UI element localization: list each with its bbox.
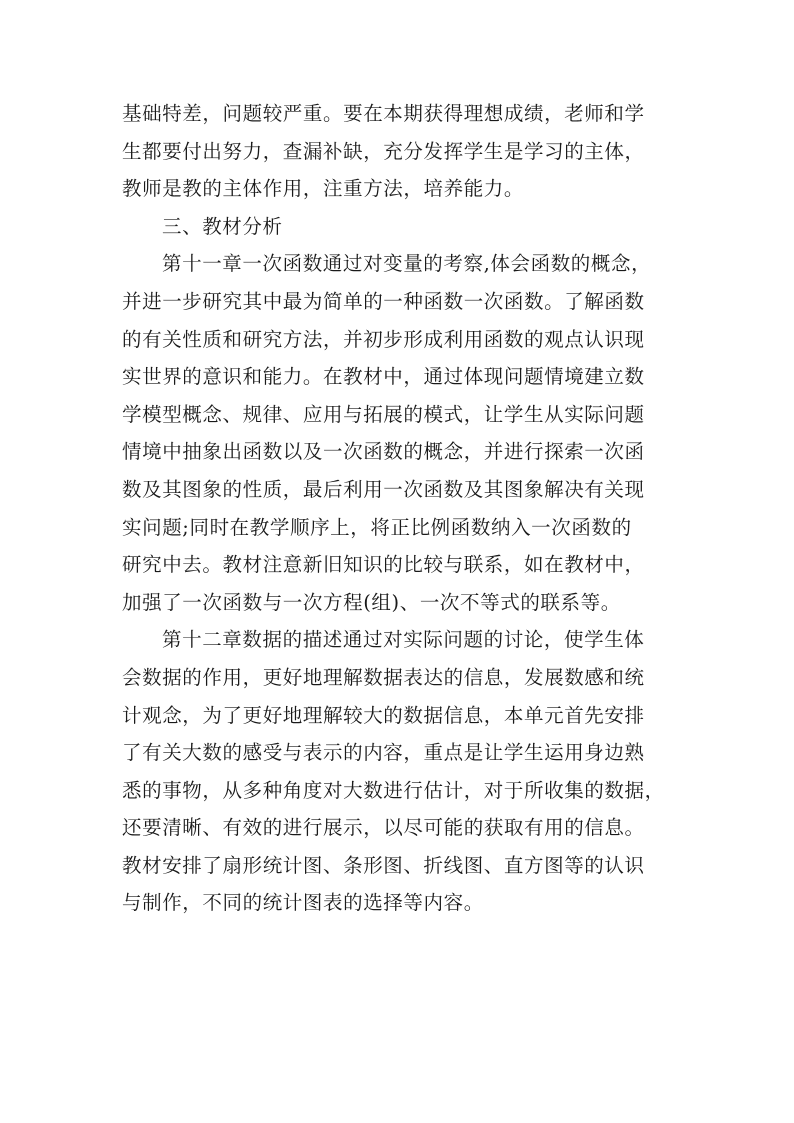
text-line-9: 学模型概念、规律、应用与拓展的模式，让学生从实际问题 [122,402,645,426]
text-line-5: 第十一章一次函数通过对变量的考察,体会函数的概念， [162,252,652,276]
text-line-10: 情境中抽象出函数以及一次函数的概念，并进行探索一次函 [122,440,645,464]
text-line-22: 与制作，不同的统计图表的选择等内容。 [122,891,484,915]
text-line-3: 教师是教的主体作用，注重方法，培养能力。 [122,177,525,201]
text-line-13: 研究中去。教材注意新旧知识的比较与联系，如在教材中， [122,553,645,577]
text-line-1: 基础特差，问题较严重。要在本期获得理想成绩，老师和学 [122,102,645,125]
text-line-17: 计观念，为了更好地理解较大的数据信息，本单元首先安排 [122,703,645,727]
text-line-16: 会数据的作用，更好地理解数据表达的信息，发展数感和统 [122,665,645,689]
text-line-15: 第十二章数据的描述通过对实际问题的讨论，使学生体 [162,628,645,652]
text-line-20: 还要清晰、有效的进行展示，以尽可能的获取有用的信息。 [122,816,645,840]
text-line-2: 生都要付出努力，查漏补缺，充分发挥学生是学习的主体， [122,139,645,163]
text-line-19: 悉的事物，从多种角度对大数进行估计，对于所收集的数据， [122,778,665,802]
text-line-6: 并进一步研究其中最为简单的一种函数一次函数。了解函数 [122,289,645,313]
text-line-21: 教材安排了扇形统计图、条形图、折线图、直方图等的认识 [122,853,645,877]
text-line-18: 了有关大数的感受与表示的内容，重点是让学生运用身边熟 [122,741,645,765]
document-body [122,95,682,922]
section-heading: 三、教材分析 [162,214,283,238]
text-line-14: 加强了一次函数与一次方程(组)、一次不等式的联系等。 [122,590,621,614]
text-line-7: 的有关性质和研究方法，并初步形成利用函数的观点认识现 [122,327,645,351]
text-line-12: 实问题;同时在教学顺序上，将正比例函数纳入一次函数的 [122,515,632,539]
text-line-8: 实世界的意识和能力。在教材中，通过体现问题情境建立数 [122,365,645,389]
text-line-11: 数及其图象的性质，最后利用一次函数及其图象解决有关现 [122,477,645,501]
